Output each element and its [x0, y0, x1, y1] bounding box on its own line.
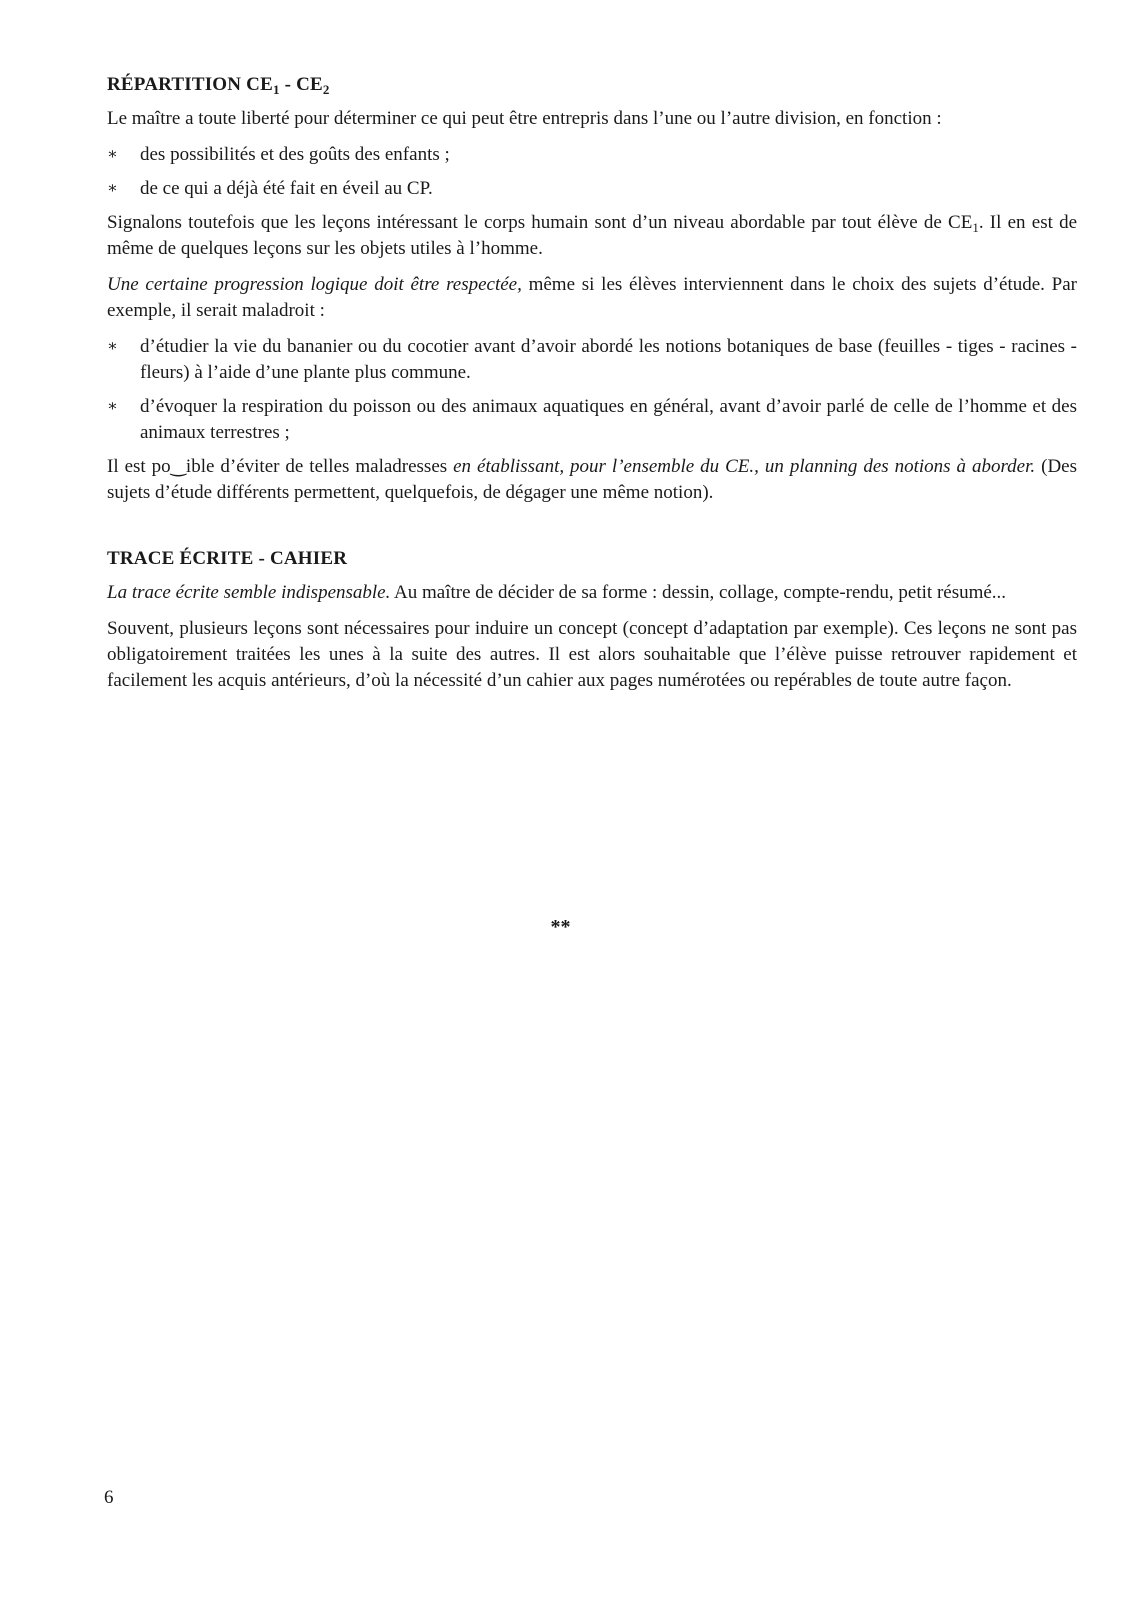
paragraph: Une certaine progression logique doit être respectée, même si les élèves interviennent dans le choix des sujets d’étude. Par exemple, il serait maladroit : — [107, 274, 1077, 321]
paragraph: Souvent, plusieurs leçons sont nécessaires pour induire un concept (concept d’adaptation par exemple). Ces leçons ne sont pas obligatoirement traitées les unes à la suite des autres. Il est alors souhaitable que l’élève puisse retrouver rapidement et facilement les acquis antérieurs, d’où la nécessité d’un cahier aux pages numérotées ou repérables de toute autre façon. — [107, 618, 1077, 691]
paragraph: La trace écrite semble indispensable. Au maître de décider de sa forme : dessin, collage, compte-rendu, petit résumé... — [107, 582, 1007, 603]
page-content — [107, 72, 1077, 704]
list-item: ∗ de ce qui a déjà été fait en éveil au CP. — [107, 176, 1077, 202]
page-number: 6 — [104, 1487, 114, 1508]
asterisk-bullet-icon: ∗ — [107, 398, 118, 415]
list-item: ∗ d’étudier la vie du bananier ou du cocotier avant d’avoir abordé les notions botaniques de base (feuilles - tiges - racines - fleurs) à l’aide d’une plante plus commune. — [107, 334, 1077, 386]
section-heading-trace-ecrite: TRACE ÉCRITE - CAHIER — [107, 548, 348, 569]
paragraph: Signalons toutefois que les leçons intéressant le corps humain sont d’un niveau abordable par tout élève de $CE_1$. Il en est de même de quelques leçons sur les objets utiles à l’homme. — [107, 212, 1078, 259]
asterisk-bullet-icon: ∗ — [107, 338, 118, 355]
paragraph: Le maître a toute liberté pour déterminer ce qui peut être entrepris dans l’une ou l’autre division, en fonction : — [107, 108, 942, 129]
list-item: ∗ d’évoquer la respiration du poisson ou des animaux aquatiques en général, avant d’avoir parlé de celle de l’homme et des animaux terrestres ; — [107, 394, 1077, 446]
list-item: ∗ des possibilités et des goûts des enfants ; — [107, 142, 1077, 168]
section-heading-repartition: RÉPARTITION $CE_1 - CE_2$ — [107, 74, 330, 97]
paragraph: Il est po‿ible d’éviter de telles maladresses en établissant, pour l’ensemble du CE., un planning des notions à aborder. (Des sujets d’étude différents permettent, quelquefois, de dégager une même notion). — [107, 456, 1077, 503]
section-separator: ** — [550, 916, 571, 938]
asterisk-bullet-icon: ∗ — [107, 146, 118, 163]
asterisk-bullet-icon: ∗ — [107, 180, 118, 197]
